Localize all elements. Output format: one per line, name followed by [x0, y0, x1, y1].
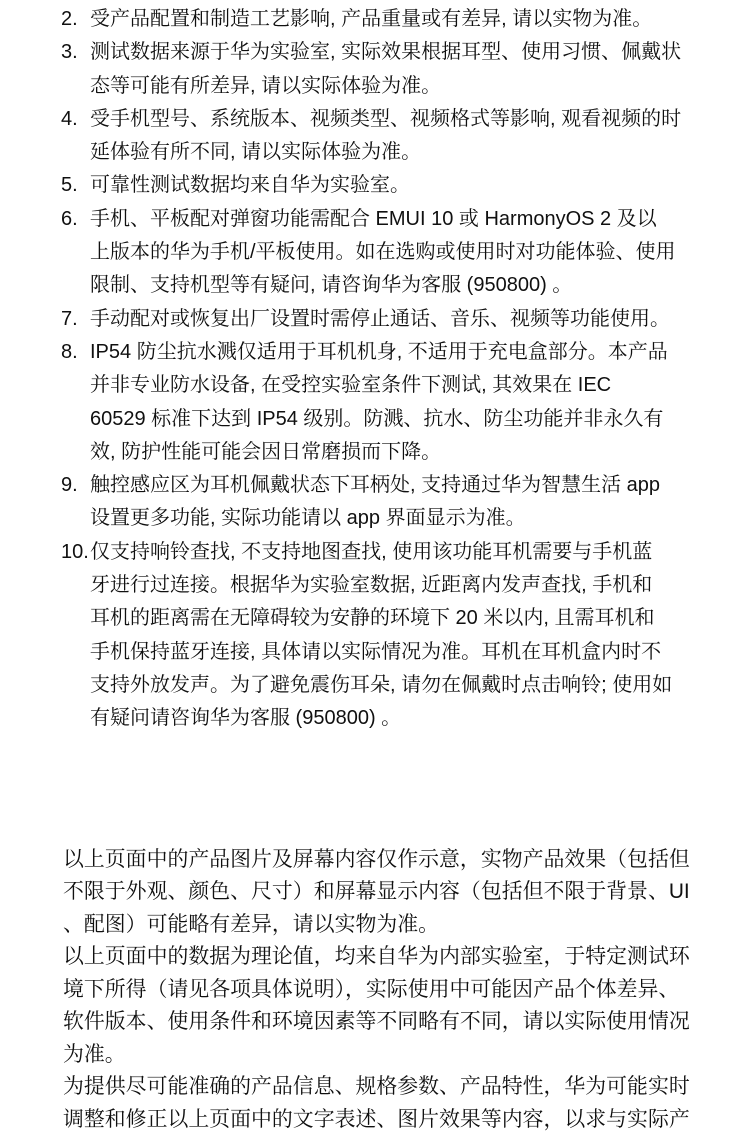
note-item-text: [90, 169, 690, 202]
disclaimer-paragraph: [63, 941, 695, 1071]
disclaimer-section: [63, 844, 695, 1137]
note-item-text: [90, 203, 690, 303]
note-item-number: 9.: [61, 474, 78, 497]
note-item-line: 触控感应区为耳机佩戴状态下耳柄处, 支持通过华为智慧生活 app: [90, 474, 661, 497]
disclaimer-line: 不限于外观、颜色、尺寸）和屏幕显示内容（包括但不限于背景、UI: [63, 880, 690, 904]
note-item-line: 手机保持蓝牙连接, 具体请以实际情况为准。耳机在耳机盒内时不: [90, 640, 662, 663]
note-item-line: 延体验有所不同, 请以实际体验为准。: [90, 141, 422, 164]
note-item-line: 受手机型号、系统版本、视频类型、视频格式等影响, 观看视频的时: [90, 107, 682, 130]
note-item-line: 手机、平板配对弹窗功能需配合 EMUI 10 或 HarmonyOS 2 及以: [90, 207, 657, 230]
note-item-text: [90, 536, 690, 736]
note-item-line: 受产品配置和制造工艺影响, 产品重量或有差异, 请以实物为准。: [90, 8, 653, 30]
note-item: [61, 336, 750, 469]
note-item-text: [90, 103, 690, 170]
note-item-line: 效, 防护性能可能会因日常磨损而下降。: [90, 440, 442, 463]
disclaimer-paragraph: [63, 1071, 695, 1136]
note-item-number: 2.: [61, 8, 78, 30]
note-item-text: [90, 303, 690, 336]
note-item: [61, 203, 750, 303]
note-item: [61, 303, 750, 336]
note-item-text: [90, 469, 690, 536]
note-item-number: 7.: [61, 307, 78, 330]
note-item-text: [90, 3, 690, 36]
note-item-number: 10.: [61, 540, 89, 563]
disclaimer-line: 境下所得（请见各项具体说明），实际使用中可能因产品个体差异、: [63, 977, 680, 1001]
note-item-text: [90, 36, 690, 103]
note-item-line: 60529 标准下达到 IP54 级别。防溅、抗水、防尘功能并非永久有: [90, 407, 664, 430]
disclaimer-line: 、配图）可能略有差异，请以实物为准。: [63, 912, 440, 936]
note-item: [61, 536, 750, 736]
note-item-line: 可靠性测试数据均来自华为实验室。: [90, 174, 410, 197]
note-item-number: 4.: [61, 107, 78, 130]
disclaimer-paragraph: [63, 844, 695, 942]
disclaimer-line: 调整和修正以上页面中的文字表述、图片效果等内容，以求与实际产: [63, 1107, 690, 1131]
note-item-line: 并非专业防水设备, 在受控实验室条件下测试, 其效果在 IEC: [90, 374, 612, 397]
note-item: [61, 103, 750, 170]
note-item-line: 测试数据来源于华为实验室, 实际效果根据耳型、使用习惯、佩戴状: [90, 41, 682, 64]
note-item-number: 3.: [61, 41, 78, 64]
note-item: [61, 469, 750, 536]
note-item: [61, 169, 750, 202]
note-item-line: 耳机的距离需在无障碍较为安静的环境下 20 米以内, 且需耳机和: [90, 607, 655, 630]
note-item-line: IP54 防尘抗水溅仅适用于耳机机身, 不适用于充电盒部分。本产品: [90, 340, 668, 363]
note-item-number: 5.: [61, 174, 78, 197]
disclaimer-line: 软件版本、使用条件和环境因素等不同略有不同，请以实际使用情况: [63, 1010, 690, 1034]
note-item-line: 设置更多功能, 实际功能请以 app 界面显示为准。: [90, 507, 526, 530]
note-item-line: 上版本的华为手机/平板使用。如在选购或使用时对功能体验、使用: [90, 241, 676, 264]
disclaimer-line: 为提供尽可能准确的产品信息、规格参数、产品特性，华为可能实时: [63, 1075, 690, 1099]
note-item-line: 仅支持响铃查找, 不支持地图查找, 使用该功能耳机需要与手机蓝: [90, 540, 653, 563]
disclaimer-line: 以上页面中的产品图片及屏幕内容仅作示意，实物产品效果（包括但: [63, 847, 690, 871]
note-item-line: 牙进行过连接。根据华为实验室数据, 近距离内发声查找, 手机和: [90, 574, 653, 597]
disclaimer-line: 以上页面中的数据为理论值，均来自华为内部实验室，于特定测试环: [63, 945, 690, 969]
note-item-text: [90, 336, 690, 469]
note-item: [61, 3, 750, 36]
note-item-line: 手动配对或恢复出厂设置时需停止通话、音乐、视频等功能使用。: [90, 307, 670, 330]
note-item-line: 支持外放发声。为了避免震伤耳朵, 请勿在佩戴时点击响铃; 使用如: [90, 673, 673, 696]
note-item-number: 8.: [61, 340, 78, 363]
note-item: [61, 36, 750, 103]
disclaimer-line: 为准。: [63, 1042, 126, 1066]
note-item-line: 限制、支持机型等有疑问, 请咨询华为客服 (950800) 。: [90, 274, 573, 297]
note-item-line: 有疑问请咨询华为客服 (950800) 。: [90, 707, 402, 730]
note-item-number: 6.: [61, 207, 78, 230]
note-item-line: 态等可能有所差异, 请以实际体验为准。: [90, 74, 442, 97]
